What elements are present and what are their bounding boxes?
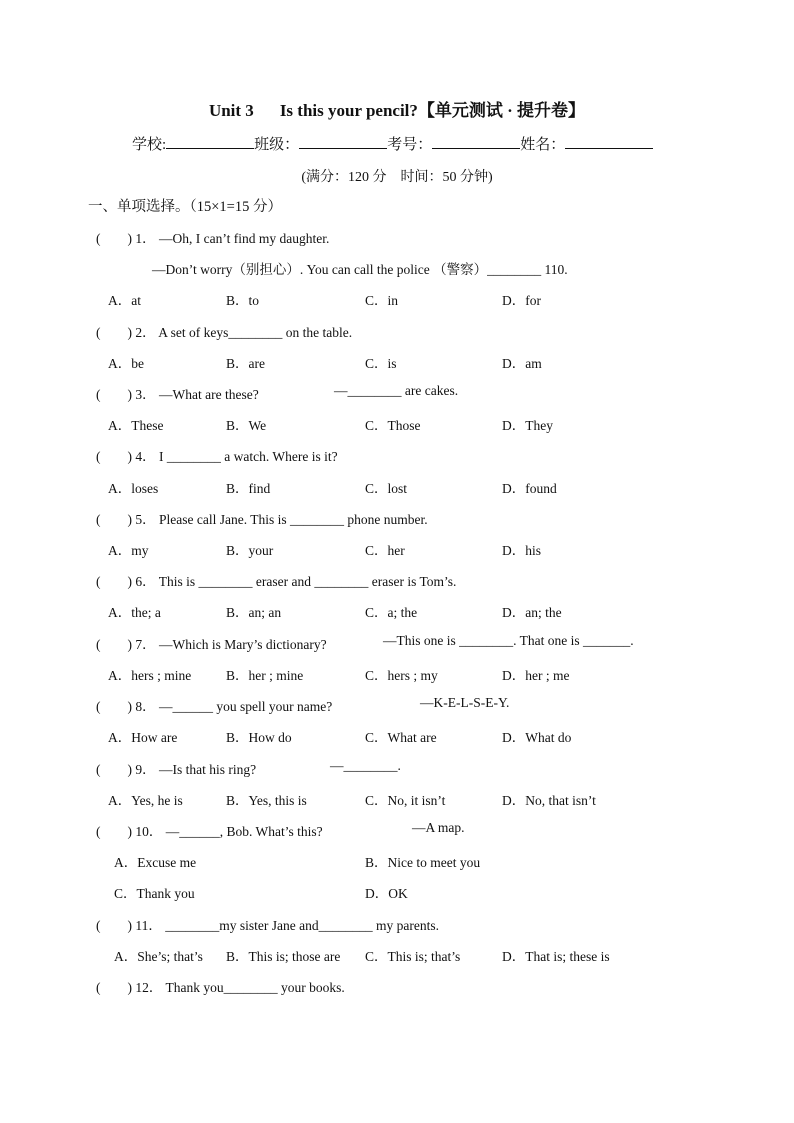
option-b[interactable]: B．This is; those are [226, 949, 341, 964]
question-text: —Oh, I can’t find my daughter. [159, 231, 330, 246]
option-b[interactable]: B．her ; mine [226, 668, 304, 683]
question-1 [96, 227, 329, 247]
question-9 [96, 758, 256, 778]
question-2 [96, 321, 352, 341]
question-response: —________. [330, 758, 401, 773]
option-c[interactable]: C．What are [365, 730, 437, 745]
question-number: 11． [135, 918, 162, 933]
option-a[interactable]: A．She’s; that’s [114, 949, 203, 964]
question-7 [96, 633, 327, 653]
class-blank[interactable] [299, 134, 387, 149]
question-response: —This one is ________. That one is _______. [383, 633, 634, 648]
question-text: —______ you spell your name? [159, 699, 333, 714]
answer-paren[interactable]: ( ) [96, 325, 132, 340]
option-b[interactable]: B．to [226, 293, 260, 308]
answer-paren[interactable]: ( ) [96, 449, 132, 464]
class-label: 班级： [254, 137, 300, 153]
question-number: 2． [135, 325, 156, 340]
student-info-line [132, 133, 653, 154]
option-d[interactable]: D．an; the [502, 605, 562, 620]
option-a[interactable]: A．How are [108, 730, 178, 745]
question-number: 12． [135, 980, 163, 995]
answer-paren[interactable]: ( ) [96, 574, 132, 589]
option-d[interactable]: D．That is; these is [502, 949, 610, 964]
answer-paren[interactable]: ( ) [96, 824, 132, 839]
question-number: 7． [135, 637, 156, 652]
option-c[interactable]: C．hers ; my [365, 668, 438, 683]
question-4 [96, 445, 338, 465]
name-label: 姓名： [520, 137, 566, 153]
answer-paren[interactable]: ( ) [96, 918, 132, 933]
option-a[interactable]: A．These [108, 418, 164, 433]
option-b[interactable]: B．an; an [226, 605, 282, 620]
question-text-line2: —Don’t worry（别担心）. You can call the police （警察）________ 110. [152, 262, 568, 277]
question-response: —________ are cakes. [334, 383, 459, 398]
option-d[interactable]: D．found [502, 481, 557, 496]
question-number: 1． [135, 231, 156, 246]
option-c[interactable]: C．Thank you [114, 886, 195, 901]
option-d[interactable]: D．am [502, 356, 542, 371]
question-text: I ________ a watch. Where is it? [159, 449, 338, 464]
answer-paren[interactable]: ( ) [96, 231, 132, 246]
answer-paren[interactable]: ( ) [96, 387, 132, 402]
question-number: 6． [135, 574, 156, 589]
school-blank[interactable] [166, 134, 254, 149]
option-c[interactable]: C．a; the [365, 605, 418, 620]
question-number: 9． [135, 762, 156, 777]
answer-paren[interactable]: ( ) [96, 980, 132, 995]
question-number: 10． [135, 824, 163, 839]
option-b[interactable]: B．Yes, this is [226, 793, 307, 808]
answer-paren[interactable]: ( ) [96, 637, 132, 652]
question-response: —K-E-L-S-E-Y. [420, 695, 510, 710]
option-c[interactable]: C．her [365, 543, 405, 558]
question-5 [96, 508, 428, 528]
option-a[interactable]: A．hers ; mine [108, 668, 192, 683]
option-d[interactable]: D．They [502, 418, 553, 433]
option-d[interactable]: D．her ; me [502, 668, 570, 683]
option-b[interactable]: B．How do [226, 730, 292, 745]
name-blank[interactable] [565, 134, 653, 149]
question-12 [96, 976, 345, 996]
option-d[interactable]: D．his [502, 543, 542, 558]
option-b[interactable]: B．We [226, 418, 267, 433]
question-text: Thank you________ your books. [165, 980, 345, 995]
question-text: ________my sister Jane and________ my parents. [165, 918, 439, 933]
option-b[interactable]: B．your [226, 543, 274, 558]
section-heading: 一、单项选择。（15×1=15 分） [88, 199, 282, 215]
option-b[interactable]: B．Nice to meet you [365, 855, 481, 870]
exam-subtitle: (满分：120 分 时间：50 分钟) [301, 170, 493, 185]
answer-paren[interactable]: ( ) [96, 699, 132, 714]
question-number: 5． [135, 512, 156, 527]
question-response: —A map. [412, 820, 465, 835]
option-a[interactable]: A．at [108, 293, 141, 308]
question-text: This is ________ eraser and ________ eraser is Tom’s. [158, 574, 457, 589]
option-c[interactable]: C．No, it isn’t [365, 793, 446, 808]
question-text: A set of keys________ on the table. [158, 325, 353, 340]
option-c[interactable]: C．This is; that’s [365, 949, 461, 964]
question-10 [96, 820, 323, 840]
option-d[interactable]: D．No, that isn’t [502, 793, 596, 808]
title-unit: Unit 3 [208, 101, 254, 120]
option-d[interactable]: D．OK [365, 886, 408, 901]
option-c[interactable]: C．lost [365, 481, 408, 496]
page-title [0, 96, 794, 121]
option-b[interactable]: B．find [226, 481, 271, 496]
question-6 [96, 570, 456, 590]
option-d[interactable]: D．for [502, 293, 541, 308]
question-11 [96, 914, 439, 934]
question-text: —Which is Mary’s dictionary? [159, 637, 327, 652]
option-a[interactable]: A．be [108, 356, 144, 371]
option-c[interactable]: C．Those [365, 418, 421, 433]
option-d[interactable]: D．What do [502, 730, 572, 745]
school-label: 学校: [132, 137, 167, 153]
option-a[interactable]: A．the; a [108, 605, 161, 620]
question-text: —______, Bob. What’s this? [165, 824, 323, 839]
number-label: 考号： [387, 137, 433, 153]
question-text: —What are these? [159, 387, 259, 402]
option-c[interactable]: C．in [365, 293, 399, 308]
option-c[interactable]: C．is [365, 356, 397, 371]
question-text: —Is that his ring? [159, 762, 257, 777]
number-blank[interactable] [432, 134, 520, 149]
question-number: 4． [135, 449, 156, 464]
option-a[interactable]: A．Yes, he is [108, 793, 183, 808]
question-number: 3． [135, 387, 156, 402]
answer-paren[interactable]: ( ) [96, 762, 132, 777]
title-topic: Is this your pencil?【单元测试 · 提升卷】 [279, 101, 586, 120]
question-3 [96, 383, 259, 403]
option-b[interactable]: B．are [226, 356, 265, 371]
question-8 [96, 695, 332, 715]
option-a[interactable]: A．Excuse me [114, 855, 197, 870]
option-a[interactable]: A．loses [108, 481, 159, 496]
question-text: Please call Jane. This is ________ phone number. [159, 512, 428, 527]
option-a[interactable]: A．my [108, 543, 149, 558]
answer-paren[interactable]: ( ) [96, 512, 132, 527]
question-number: 8． [135, 699, 156, 714]
